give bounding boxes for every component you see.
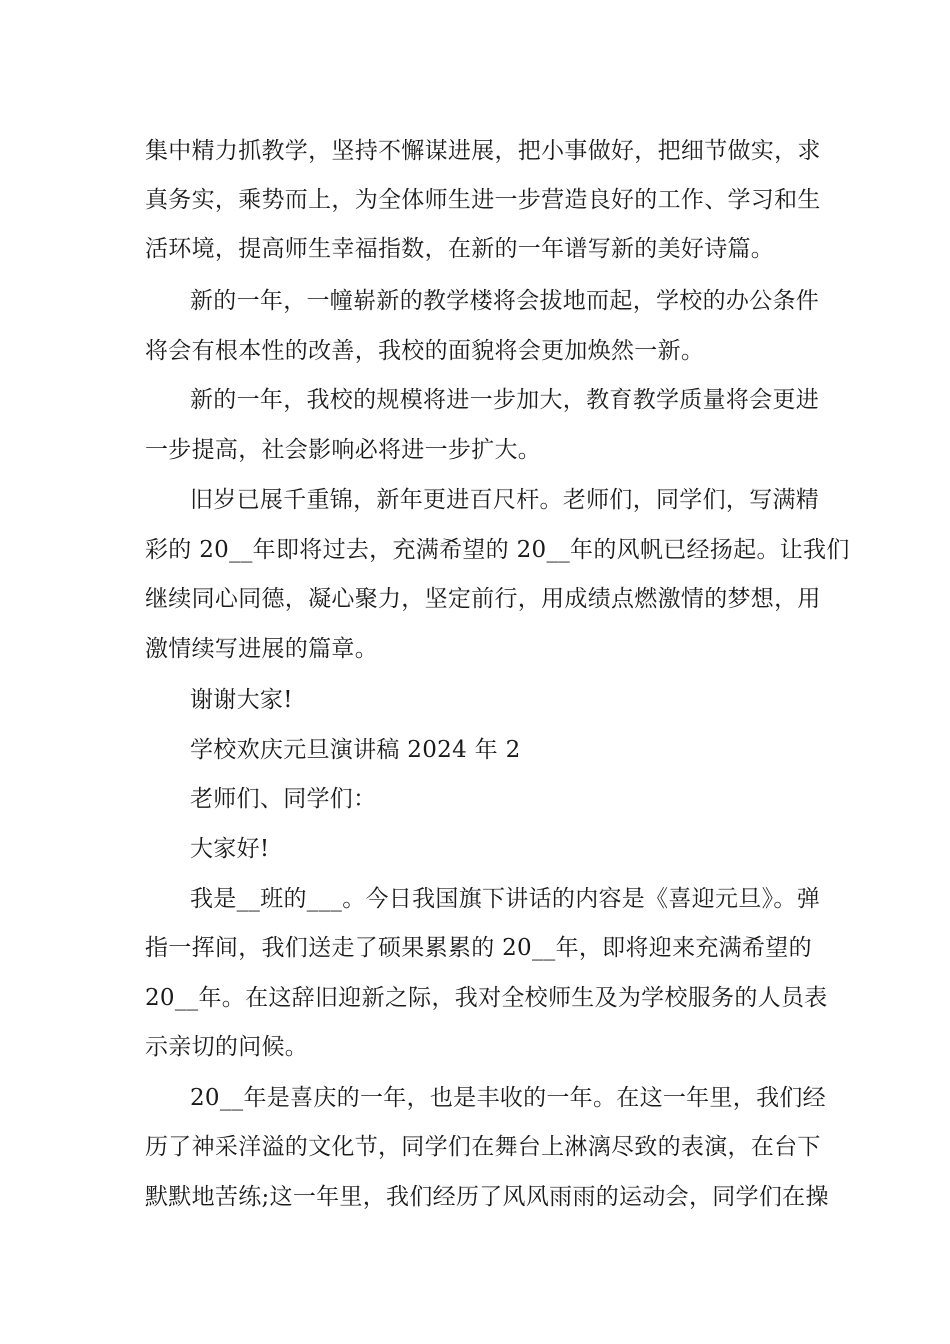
- text-line: 活环境，提高师生幸福指数，在新的一年谱写新的美好诗篇。: [145, 236, 775, 262]
- text-line: 20__年是喜庆的一年，也是丰收的一年。在这一年里，我们经: [190, 1085, 826, 1111]
- text-line: 继续同心同德，凝心聚力，坚定前行，用成绩点燃激情的梦想，用: [145, 586, 821, 612]
- text-line: 20__年。在这辞旧迎新之际，我对全校师生及为学校服务的人员表: [145, 985, 828, 1011]
- text-line: 彩的 20__年即将过去，充满希望的 20__年的风帆已经扬起。让我们: [145, 537, 850, 563]
- text-line: 大家好!: [190, 836, 270, 862]
- text-line: 新的一年，一幢崭新的教学楼将会拔地而起，学校的办公条件: [190, 288, 820, 314]
- text-line: 默默地苦练;这一年里，我们经历了风风雨雨的运动会，同学们在操: [145, 1184, 829, 1210]
- text-line: 旧岁已展千重锦，新年更进百尺杆。老师们，同学们，写满精: [190, 487, 820, 513]
- text-line: 我是__班的___。今日我国旗下讲话的内容是《喜迎元旦》。弹: [190, 886, 820, 912]
- text-line: 将会有根本性的改善，我校的面貌将会更加焕然一新。: [145, 338, 705, 364]
- text-line: 老师们、同学们：: [190, 786, 377, 812]
- text-line: 示亲切的问候。: [145, 1034, 309, 1060]
- text-line: 指一挥间，我们送走了硕果累累的 20__年，即将迎来充满希望的: [145, 935, 812, 961]
- text-line: 谢谢大家!: [190, 687, 293, 713]
- text-line: 学校欢庆元旦演讲稿 2024 年 2: [190, 737, 521, 763]
- text-line: 历了神采洋溢的文化节，同学们在舞台上淋漓尽致的表演，在台下: [145, 1134, 821, 1160]
- text-line: 真务实，乘势而上，为全体师生进一步营造良好的工作、学习和生: [145, 187, 821, 213]
- text-line: 一步提高，社会影响必将进一步扩大。: [145, 437, 542, 463]
- text-line: 新的一年，我校的规模将进一步加大，教育教学质量将会更进: [190, 387, 820, 413]
- text-line: 集中精力抓教学，坚持不懈谋进展，把小事做好，把细节做实，求: [145, 138, 821, 164]
- text-line: 激情续写进展的篇章。: [145, 636, 378, 662]
